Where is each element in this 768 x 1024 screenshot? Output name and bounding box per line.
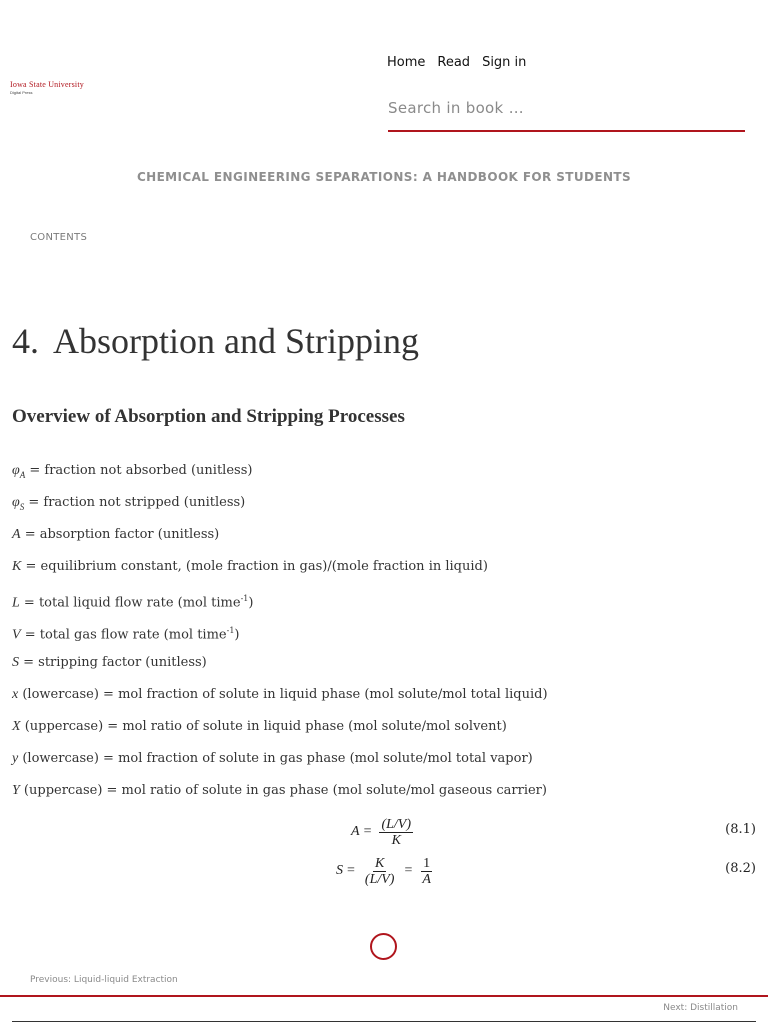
- definition-item: [12, 525, 752, 557]
- definition-text: (uppercase) = mol ratio of solute in gas phase (mol solute/mol gaseous carrier): [19, 783, 547, 798]
- definition-symbol: S: [12, 655, 19, 670]
- definition-item: [12, 557, 752, 589]
- definition-text: = absorption factor (unitless): [20, 527, 220, 542]
- contents-toggle[interactable]: CONTENTS: [30, 232, 88, 243]
- definition-symbol: $\varphi_S$: [12, 495, 25, 512]
- equation-label: (8.1): [725, 822, 756, 837]
- definition-item: [12, 685, 752, 717]
- definition-text: = fraction not stripped (unitless): [24, 495, 246, 510]
- definition-symbol: Y: [12, 783, 20, 798]
- nav-read-link[interactable]: Read: [437, 55, 471, 70]
- chapter-title-text: Absorption and Stripping: [53, 321, 419, 361]
- definition-text: = total liquid flow rate (mol time: [19, 595, 241, 611]
- definition-item: [12, 781, 752, 813]
- iowa-state-logo[interactable]: [10, 80, 90, 95]
- equation-math: S = $\frac{K}{(L/V)}$ = $\frac{1}{A}$: [336, 855, 431, 887]
- definitions-list: [12, 461, 752, 813]
- definition-symbol: X: [12, 719, 21, 734]
- definition-item: [12, 749, 752, 781]
- definition-symbol: y: [12, 751, 19, 766]
- equation-math: A = $\frac{(L/V)}{K}$: [351, 816, 412, 848]
- chapter-number: 4.: [12, 321, 39, 361]
- definition-text: (lowercase) = mol fraction of solute in liquid phase (mol solute/mol total liquid): [18, 687, 548, 702]
- circle-icon[interactable]: [370, 933, 397, 960]
- definition-symbol: $\varphi_A$: [12, 463, 26, 480]
- equation-label: (8.2): [725, 861, 756, 876]
- definition-superscript: -1: [226, 626, 235, 635]
- section-heading: Overview of Absorption and Stripping Processes: [12, 406, 405, 427]
- definition-item: L = total liquid flow rate (mol time$^{-1}$): [12, 594, 254, 611]
- fraction: $\frac{1}{A}$: [422, 855, 431, 887]
- definition-symbol: L: [12, 595, 20, 611]
- definition-text: = fraction not absorbed (unitless): [25, 463, 253, 478]
- footer-bottom-rule: [12, 1021, 756, 1022]
- definition-item: [12, 493, 752, 525]
- nav-home-link[interactable]: Home: [387, 55, 426, 70]
- definition-symbol: V: [12, 627, 21, 643]
- search-in-book-input[interactable]: [388, 86, 745, 132]
- next-chapter-link[interactable]: Next: Distillation: [663, 1003, 738, 1013]
- definition-symbol: x: [12, 687, 19, 702]
- definition-item: V = total gas flow rate (mol time$^{-1}$): [12, 626, 240, 643]
- chapter-title: [12, 320, 419, 362]
- logo-subtitle: Digital Press: [10, 90, 33, 95]
- previous-chapter-link[interactable]: Previous: Liquid-liquid Extraction: [30, 975, 178, 985]
- book-title[interactable]: CHEMICAL ENGINEERING SEPARATIONS: A HANDBOOK FOR STUDENTS: [136, 170, 632, 184]
- equation-8-1: [0, 812, 768, 852]
- footer-divider: [0, 995, 768, 997]
- definition-symbol: A: [12, 527, 21, 542]
- definition-text: (uppercase) = mol ratio of solute in liquid phase (mol solute/mol solvent): [20, 719, 507, 734]
- definition-superscript: -1: [240, 594, 249, 603]
- logo-title: Iowa State University: [10, 80, 84, 89]
- definition-text: = stripping factor (unitless): [19, 655, 207, 670]
- nav-sign-in-link[interactable]: Sign in: [482, 55, 527, 70]
- definition-item: [12, 653, 752, 685]
- fraction: $\frac{(L/V)}{K}$: [381, 816, 412, 848]
- definition-text: (lowercase) = mol fraction of solute in gas phase (mol solute/mol total vapor): [18, 751, 533, 766]
- definition-text: = equilibrium constant, (mole fraction in gas)/(mole fraction in liquid): [21, 559, 488, 574]
- top-nav: [387, 55, 526, 70]
- definition-item: [12, 461, 752, 493]
- definition-item: [12, 717, 752, 749]
- definition-text: = total gas flow rate (mol time: [20, 627, 227, 643]
- equation-8-2: [0, 851, 768, 891]
- definition-symbol: K: [12, 559, 22, 574]
- fraction: $\frac{K}{(L/V)}$: [364, 855, 395, 887]
